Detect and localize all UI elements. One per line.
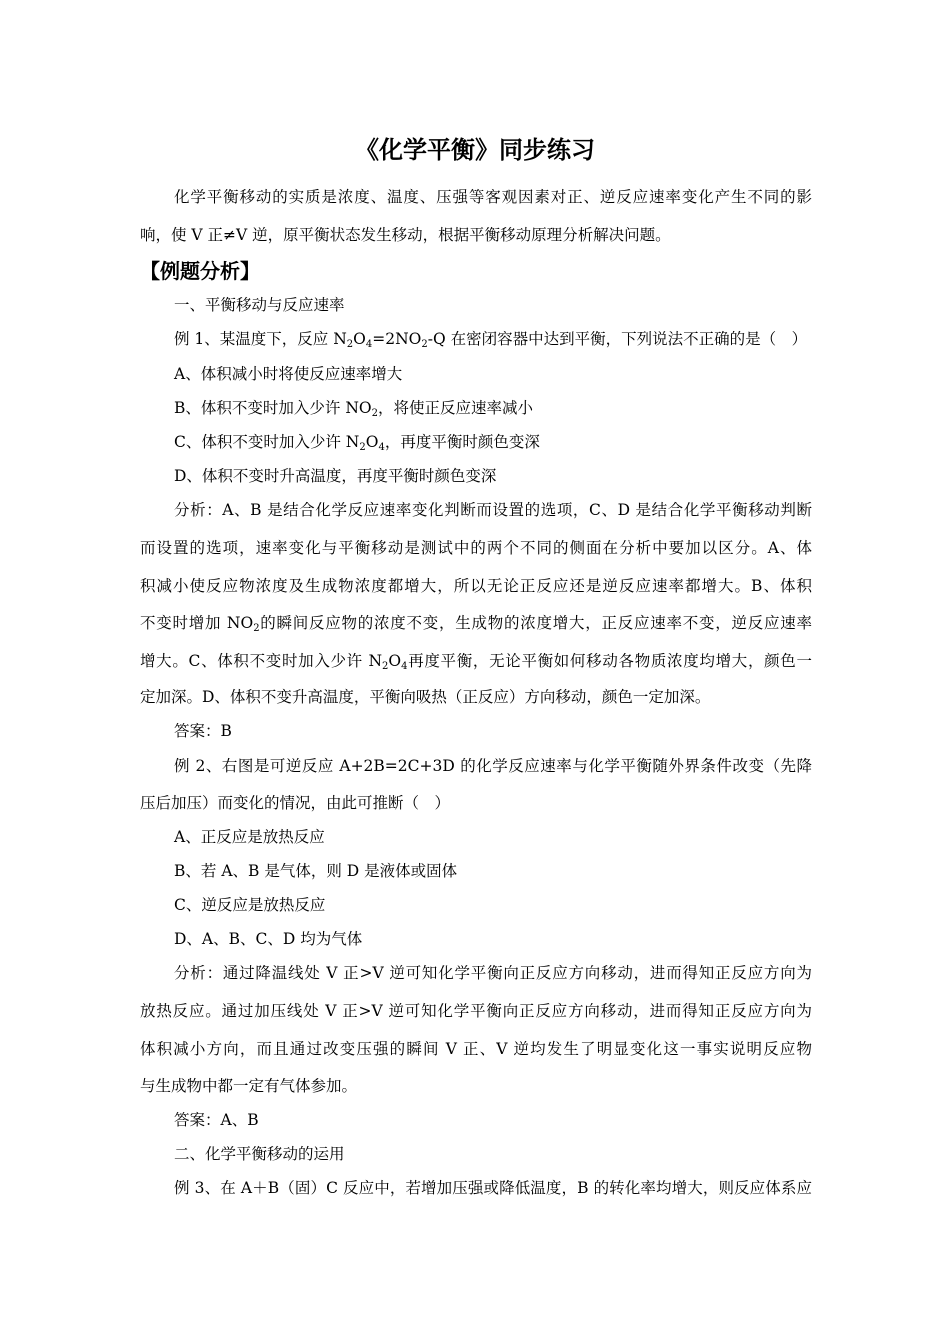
ex1-analysis-line-1: 分析：A、B 是结合化学反应速率变化判断而设置的选项，C、D 是结合化学平衡移动判断 xyxy=(174,501,812,519)
part1-heading: 一、平衡移动与反应速率 xyxy=(174,296,345,314)
page-title: 《化学平衡》同步练习 xyxy=(355,136,595,164)
section-heading: 【例题分析】 xyxy=(140,259,260,283)
ex1-option-b: B、体积不变时加入少许 $NO_2$，将使正反应速率减小 xyxy=(174,399,533,419)
ex2-analysis-line-1: 分析：通过降温线处 V 正>V 逆可知化学平衡向正反应方向移动，进而得知正反应方向为 xyxy=(174,964,812,982)
ex2-option-a: A、正反应是放热反应 xyxy=(174,828,325,846)
ex3-stem-line-1: 例 3、在 A＋B（固）C 反应中，若增加压强或降低温度，B 的转化率均增大，则反应体系应 xyxy=(174,1179,812,1197)
ex1-analysis-line-3: 积减小使反应物浓度及生成物浓度都增大，所以无论正反应还是逆反应速率都增大。B、体积 xyxy=(140,577,812,595)
ex1-stem: 例 1、某温度下，反应 $N_2O_4=2NO_2-Q$ 在密闭容器中达到平衡，下列说法不正确的是（ ） xyxy=(174,330,808,350)
ex2-option-c: C、逆反应是放热反应 xyxy=(174,896,326,914)
ex1-analysis-line-5: 增大。C、体积不变时加入少许 $N_2O_4$再度平衡，无论平衡如何移动各物质浓度均增大，颜色一 xyxy=(140,652,812,672)
part2-heading: 二、化学平衡移动的运用 xyxy=(174,1145,345,1163)
ex1-analysis-line-6: 定加深。D、体积不变升高温度，平衡向吸热（正反应）方向移动，颜色一定加深。 xyxy=(140,688,711,706)
ex2-analysis-line-2: 放热反应。通过加压线处 V 正>V 逆可知化学平衡向正反应方向移动，进而得知正反应方向为 xyxy=(140,1002,812,1020)
intro-line-1: 化学平衡移动的实质是浓度、温度、压强等客观因素对正、逆反应速率变化产生不同的影 xyxy=(174,188,812,206)
ex2-option-d: D、A、B、C、D 均为气体 xyxy=(174,930,363,948)
ex2-stem-line-1: 例 2、右图是可逆反应 A+2B=2C+3D 的化学反应速率与化学平衡随外界条件改变（先降 xyxy=(174,757,812,775)
intro-line-2: 响，使 V 正≠V 逆，原平衡状态发生移动，根据平衡移动原理分析解决问题。 xyxy=(140,226,671,244)
ex1-option-c: C、体积不变时加入少许 $N_2O_4$，再度平衡时颜色变深 xyxy=(174,433,540,453)
ex1-option-d: D、体积不变时升高温度，再度平衡时颜色变深 xyxy=(174,467,497,485)
ex2-analysis-line-4: 与生成物中都一定有气体参加。 xyxy=(140,1077,358,1095)
ex2-stem-line-2: 压后加压）而变化的情况，由此可推断（ ） xyxy=(140,794,451,812)
ex2-answer: 答案：A、B xyxy=(174,1111,259,1129)
ex2-analysis-line-3: 体积减小方向，而且通过改变压强的瞬间 V 正、V 逆均发生了明显变化这一事实说明反应物 xyxy=(140,1040,812,1058)
ex1-answer: 答案：B xyxy=(174,722,232,740)
ex1-analysis-line-2: 而设置的选项，速率变化与平衡移动是测试中的两个不同的侧面在分析中要加以区分。A、体 xyxy=(140,539,812,557)
ex2-option-b: B、若 A、B 是气体，则 D 是液体或固体 xyxy=(174,862,458,880)
ex1-option-a: A、体积减小时将使反应速率增大 xyxy=(174,365,403,383)
ex1-analysis-line-4: 不变时增加 $NO_2$的瞬间反应物的浓度不变，生成物的浓度增大，正反应速率不变，逆反应速率 xyxy=(140,614,812,634)
